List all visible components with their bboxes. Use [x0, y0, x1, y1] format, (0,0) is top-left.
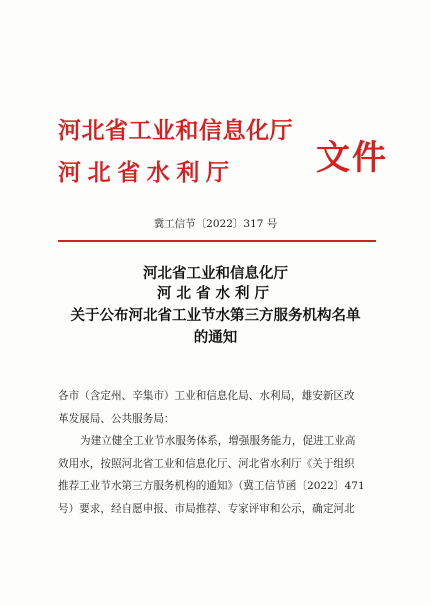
letterhead: [58, 106, 388, 196]
red-divider: [58, 240, 376, 242]
document-number: 冀工信节〔2022〕317 号: [153, 218, 278, 230]
title-line-4: 的通知: [193, 330, 238, 346]
addressee-line-2: 革发展局、公共服务局：: [58, 412, 175, 425]
addressee-line-1: 各市（含定州、辛集市）工业和信息化局、水利局，雄安新区改: [58, 390, 355, 402]
body-paragraph: [58, 430, 376, 520]
body-line-3: 推荐工业节水第三方服务机构的通知》（冀工信节函〔2022〕471: [58, 480, 365, 492]
document-word: 文件: [316, 138, 388, 178]
title-line-3: 关于公布河北省工业节水第三方服务机构名单: [70, 308, 361, 324]
body-line-1: 为建立健全工业节水服务体系，增强服务能力，促进工业高: [80, 435, 356, 447]
body-line-4: 号）要求，经自愿申报、市局推荐、专家评审和公示，确定河北: [58, 502, 355, 515]
issuer-name-1: 河北省工业和信息化厅: [58, 118, 293, 144]
issuer-name-2: 河北省水利厅: [58, 160, 236, 186]
body-line-2: 效用水，按照河北省工业和信息化厅、河北省水利厅《关于组织: [58, 457, 355, 470]
title-line-2: 河北省水利厅: [157, 286, 274, 302]
title-line-1: 河北省工业和信息化厅: [143, 266, 288, 282]
addressee: [58, 385, 376, 430]
